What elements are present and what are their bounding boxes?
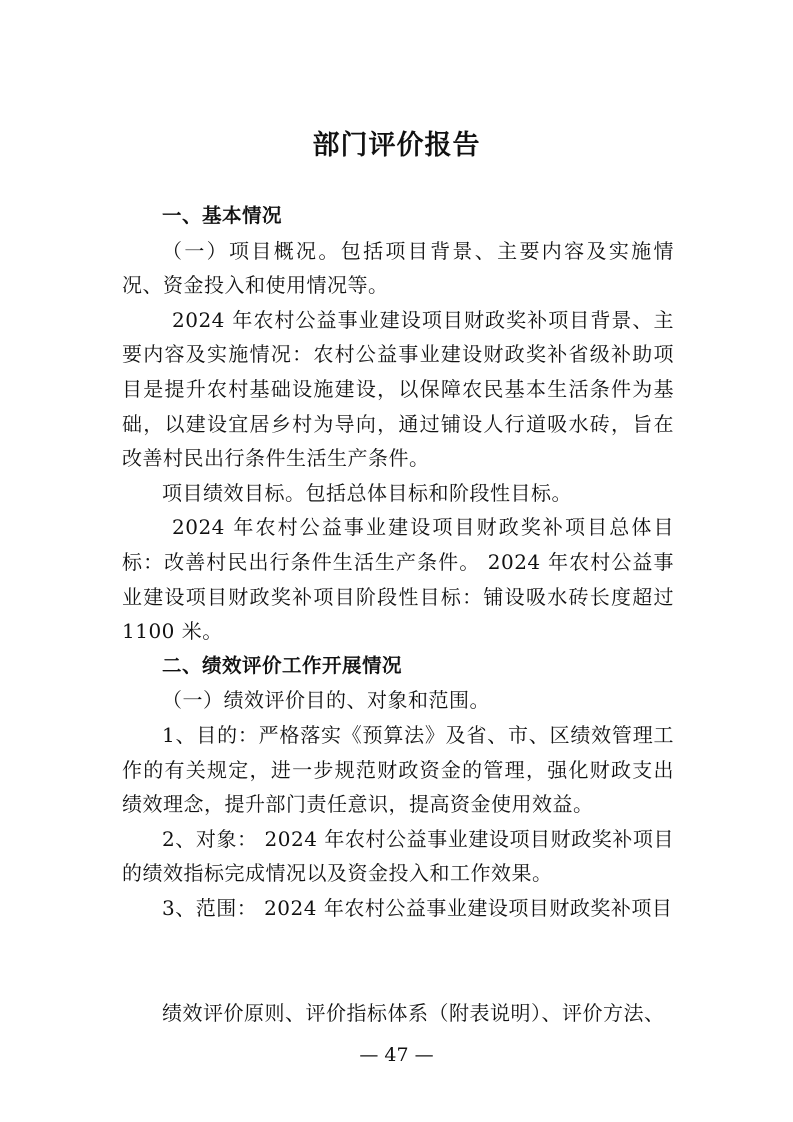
page-title: 部门评价报告 — [312, 130, 481, 161]
paragraph-project-overview: （一）项目概况。包括项目背景、主要内容及实施情况、资金投入和使用情况等。 — [122, 238, 674, 298]
paragraph-evaluation-purpose-scope: （一）绩效评价目的、对象和范围。 — [162, 688, 490, 713]
paragraph-object: 2、对象： 2024 年农村公益事业建设项目财政奖补项目的绩效指标完成情况以及资金投入和工作效果。 — [122, 826, 674, 886]
page-number: — 47 — — [359, 1044, 434, 1066]
paragraph-purpose: 1、目的：严格落实《预算法》及省、市、区绩效管理工作的有关规定，进一步规范财政资金的管理，强化财政支出绩效理念，提升部门责任意识，提高资金使用效益。 — [122, 722, 674, 817]
document-body — [122, 199, 674, 925]
paragraph-scope: 3、范围： 2024 年农村公益事业建设项目财政奖补项目 — [162, 895, 673, 920]
paragraph-project-background: 2024 年农村公益事业建设项目财政奖补项目背景、主要内容及实施情况：农村公益事业建设财政奖补省级补助项目是提升农村基础设施建设，以保障农民基本生活条件为基础，以建设宜居乡村为导向，通过铺设人行道吸水砖，旨在改善村民出行条件生活生产条件。 — [122, 307, 674, 471]
section-heading-basic-info: 一、基本情况 — [162, 204, 283, 227]
paragraph-evaluation-principles: 绩效评价原则、评价指标体系（附表说明）、评价方法、 — [162, 1001, 665, 1025]
paragraph-overall-goal: 2024 年农村公益事业建设项目财政奖补项目总体目标：改善村民出行条件生活生产条件。 2024 年农村公益事业建设项目财政奖补项目阶段性目标：铺设吸水砖长度超过1100 米。 — [122, 515, 674, 644]
paragraph-performance-goals: 项目绩效目标。包括总体目标和阶段性目标。 — [162, 480, 572, 505]
section-heading-evaluation-work: 二、绩效评价工作开展情况 — [162, 653, 403, 677]
